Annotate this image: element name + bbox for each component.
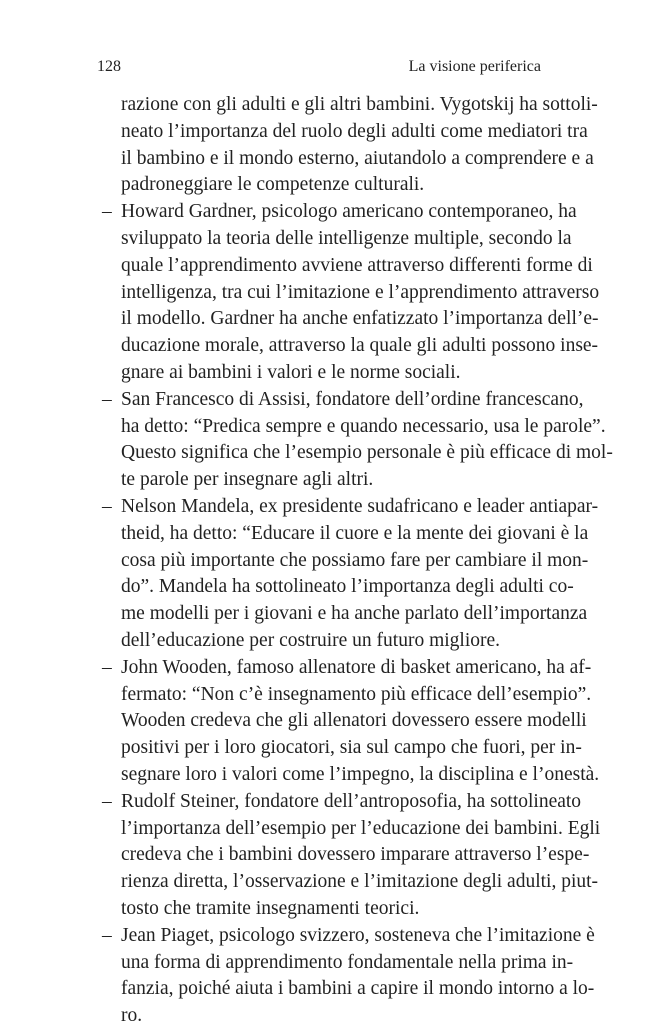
list-item: [97, 923, 595, 1030]
text-line: Nelson Mandela, ex presidente sudafricano e leader antiapar-: [121, 495, 599, 517]
text-line: John Wooden, famoso allenatore di basket americano, ha af-: [121, 656, 592, 678]
list-dash: –: [102, 388, 112, 410]
text-line: tosto che tramite insegnamenti teorici.: [121, 897, 420, 919]
text-line: l’importanza dell’esempio per l’educazione dei bambini. Egli: [121, 817, 601, 839]
text-line: Rudolf Steiner, fondatore dell’antroposofia, ha sottolineato: [121, 790, 582, 812]
list-dash: –: [102, 201, 112, 223]
list-item: [97, 387, 613, 494]
text-line: Jean Piaget, psicologo svizzero, sosteneva che l’imitazione è: [121, 924, 595, 946]
text-line: theid, ha detto: “Educare il cuore e la mente dei giovani è la: [121, 522, 589, 544]
list-dash: –: [102, 495, 112, 517]
text-line: segnare loro i valori come l’impegno, la disciplina e l’onestà.: [121, 763, 600, 785]
text-line: quale l’apprendimento avviene attraverso differenti forme di: [121, 254, 593, 276]
text-line: te parole per insegnare agli altri.: [121, 469, 374, 491]
list-dash: –: [102, 790, 112, 812]
text-line: sviluppato la teoria delle intelligenze multiple, secondo la: [121, 227, 572, 249]
list-dash: –: [102, 656, 112, 678]
text-line: do”. Mandela ha sottolineato l’importanza degli adulti co-: [121, 576, 574, 598]
text-line: il bambino e il mondo esterno, aiutandolo a comprendere e a: [121, 147, 594, 169]
list-dash: –: [102, 924, 112, 946]
list-item: [97, 655, 600, 789]
text-line: San Francesco di Assisi, fondatore dell’ordine francescano,: [121, 388, 584, 410]
running-title: La visione periferica: [408, 58, 541, 75]
text-line: rienza diretta, l’osservazione e l’imitazione degli adulti, piut-: [121, 871, 599, 893]
list-item: [97, 199, 600, 387]
text-line: ha detto: “Predica sempre e quando necessario, usa le parole”.: [121, 415, 606, 437]
page-number: 128: [97, 58, 121, 75]
list-item: [97, 789, 601, 923]
text-line: neato l’importanza del ruolo degli adulti come mediatori tra: [121, 120, 588, 142]
text-line: ro.: [121, 1005, 143, 1027]
text-line: una forma di apprendimento fondamentale nella prima in-: [121, 951, 574, 973]
text-line: fermato: “Non c’è insegnamento più efficace dell’esempio”.: [121, 683, 592, 705]
text-line: credeva che i bambini dovessero imparare attraverso l’espe-: [121, 844, 590, 866]
text-line: Wooden credeva che gli allenatori dovessero essere modelli: [121, 710, 587, 732]
body-text: [97, 92, 613, 1030]
text-line: positivi per i loro giocatori, sia sul campo che fuori, per in-: [121, 737, 582, 759]
text-line: il modello. Gardner ha anche enfatizzato l’importanza dell’e-: [121, 308, 599, 330]
list-item: [97, 494, 599, 655]
continuation-paragraph: [97, 92, 598, 199]
text-line: intelligenza, tra cui l’imitazione e l’apprendimento attraverso: [121, 281, 600, 303]
text-line: cosa più importante che possiamo fare per cambiare il mon-: [121, 549, 589, 571]
text-line: gnare ai bambini i valori e le norme sociali.: [121, 361, 461, 383]
text-line: ducazione morale, attraverso la quale gli adulti possono inse-: [121, 335, 599, 357]
text-line: dell’educazione per costruire un futuro migliore.: [121, 629, 501, 651]
text-line: fanzia, poiché aiuta i bambini a capire il mondo intorno a lo-: [121, 978, 595, 1000]
text-line: me modelli per i giovani e ha anche parlato dell’importanza: [121, 603, 588, 625]
text-line: Questo significa che l’esempio personale è più efficace di mol-: [121, 442, 613, 464]
text-line: Howard Gardner, psicologo americano contemporaneo, ha: [121, 201, 577, 223]
text-line: padroneggiare le competenze culturali.: [121, 174, 425, 196]
text-line: razione con gli adulti e gli altri bambini. Vygotskij ha sottoli-: [121, 94, 598, 115]
